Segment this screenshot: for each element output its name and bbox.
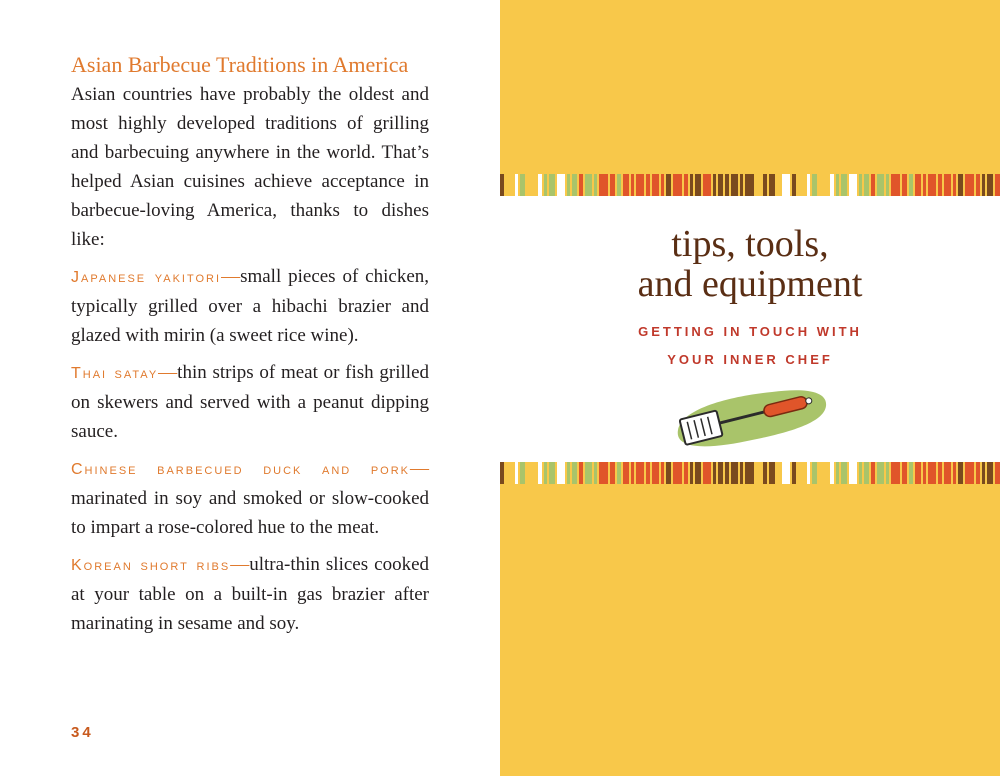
right-page — [500, 0, 1000, 776]
em-dash: — — [221, 266, 241, 287]
dish-term: Japanese yakitori — [71, 269, 222, 286]
dish-term: Chinese barbecued duck and pork — [71, 461, 410, 478]
dish-term: Korean short ribs — [71, 557, 231, 574]
spatula-icon — [672, 378, 832, 458]
chapter-subtitle-line: GETTING IN TOUCH WITH — [638, 324, 862, 339]
page-number: 34 — [71, 724, 94, 741]
dish-term: Thai satay — [71, 365, 159, 382]
stripe-pattern — [500, 174, 1000, 196]
em-dash: — — [158, 362, 178, 383]
dish-description: ultra-thin slices cooked at your table on a built-in gas brazier after marinating in sesame and soy. — [71, 554, 429, 634]
dish-description: thin strips of meat or fish grilled on skewers and served with a peanut dipping sauce. — [71, 362, 429, 442]
dish-description: marinated in soy and smoked or slow-cooked to impart a rose-colored hue to the meat. — [71, 488, 429, 538]
chapter-subtitle-line: YOUR INNER CHEF — [667, 352, 833, 367]
text-column — [71, 50, 429, 638]
dish-item-duck-pork — [71, 454, 429, 542]
section-heading: Asian Barbecue Traditions in America — [71, 52, 409, 77]
stripe-pattern — [500, 462, 1000, 484]
em-dash: — — [410, 458, 429, 479]
dish-item-short-ribs — [71, 550, 429, 638]
dish-description: small pieces of chicken, typically grilled over a hibachi brazier and glazed with mirin (a sweet rice wine). — [71, 266, 430, 346]
chapter-title-line: and equipment — [637, 263, 863, 305]
stripe-border-top — [500, 174, 1000, 196]
intro-paragraph: Asian countries have probably the oldest and most highly developed traditions of grilling and barbecuing anywhere in the world. That’s helped Asian cuisines achieve acceptance in barbecue-loving America, thanks to dishes like: — [71, 84, 429, 250]
dish-item-yakitori — [71, 262, 429, 350]
em-dash: — — [230, 554, 250, 575]
dish-item-satay — [71, 358, 429, 446]
stripe-border-bottom — [500, 462, 1000, 484]
chapter-subtitle — [500, 318, 1000, 374]
chapter-title — [500, 224, 1000, 304]
chapter-title-line: tips, tools, — [671, 223, 829, 265]
